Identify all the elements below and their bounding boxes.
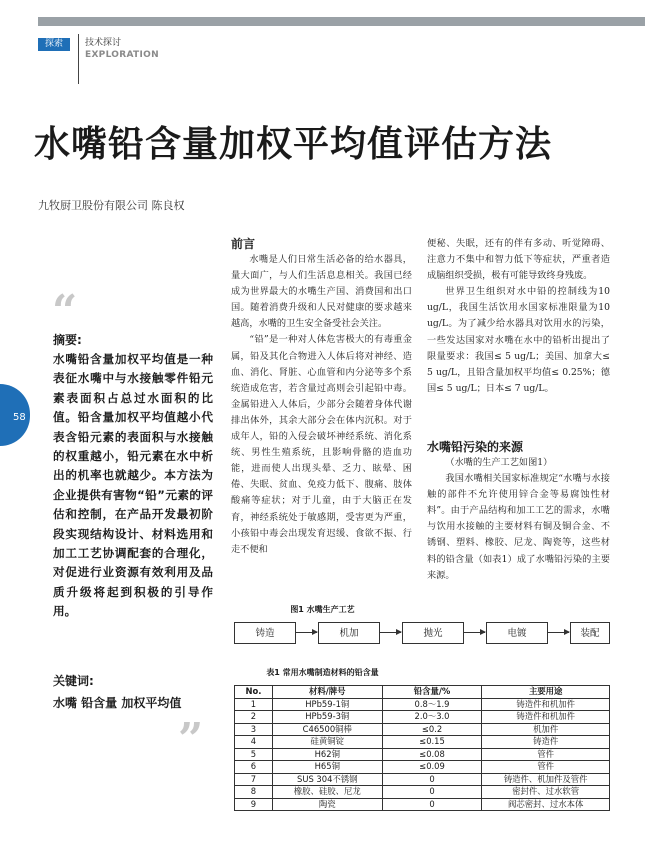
table-cell: 机加件 [482,723,610,736]
abstract-text: 水嘴铅含量加权平均值是一种表征水嘴中与水接触零件铅元素表面积占总过水面积的比值。铅含量加权平均值越小代表含铅元素的表面积与水接触的权重越小，铅元素在水中析出的机率也就越少。本方法为企业提供有害物“铅”元素的评估和控制，在产品开发最初阶段实现结构设计、材料选用和加工工艺协调配套的合理化，对促进行业资源有效利用及品质升级将起到积极的引导作用。 [53,352,213,619]
table-row [235,736,610,749]
keywords-text: 水嘴 铅含量 加权平均值 [53,696,182,710]
flow-arrow [380,632,401,633]
preface-heading: 前言 [231,237,256,251]
flow-arrow [548,632,569,633]
table-row [235,786,610,799]
table-cell: 0.8～1.9 [382,698,482,711]
pollution-subheading: （水嘴的生产工艺如图1） [445,457,553,468]
close-quote-mark: ” [178,714,204,765]
table-cell: 铸造件和机加件 [482,711,610,724]
table-cell: 2 [235,711,273,724]
table-cell: 陶瓷 [272,798,382,811]
table-cell: 5 [235,748,273,761]
table-row [235,711,610,724]
table-cell: 铸造件和机加件 [482,698,610,711]
table-cell: SUS 304不锈钢 [272,773,382,786]
pollution-paragraph: 我国水嘴相关国家标准规定“水嘴与水接触的部件不允许使用锌合金等易腐蚀性材料”。由于产品结构和加工工艺的需求，水嘴与饮用水接触的主要材料有铜及铜合金、不锈钢、塑料、橡胶、尼龙、陶瓷等，这些材料的铅含量（如表1）成了水嘴铅污染的主要来源。 [427,473,610,581]
process-step: 电镀 [486,622,548,644]
article-title: 水嘴铅含量加权平均值评估方法 [34,123,553,165]
table-cell: 管件 [482,761,610,774]
process-step: 抛光 [402,622,464,644]
table-header-row [235,686,610,699]
table-cell: H65铜 [272,761,382,774]
section-tag: 探索 [38,38,70,51]
table-header-cell: 主要用途 [482,686,610,699]
table-cell: 1 [235,698,273,711]
table-cell: HPb59-3铜 [272,711,382,724]
table-cell: H62铜 [272,748,382,761]
table-cell: 0 [382,798,482,811]
table-cell: ≤0.09 [382,761,482,774]
table-row [235,798,610,811]
table-cell: 硅黄铜锭 [272,736,382,749]
table-cell: 2.0～3.0 [382,711,482,724]
process-step: 装配 [570,622,610,644]
section-title-en: EXPLORATION [85,50,159,60]
table-cell: 管件 [482,748,610,761]
table-cell: 3 [235,723,273,736]
page-number: 58 [13,412,26,423]
table-cell: ≤0.08 [382,748,482,761]
table-row [235,698,610,711]
body-paragraph: 便秘、失眠，还有的伴有多动、听觉障碍、注意力不集中和智力低下等症状，严重者造成脑组织受损，极有可能导致终身残废。 [427,238,610,282]
table-cell: ≤0.15 [382,736,482,749]
table-caption: 表1 常用水嘴制造材料的铅含量 [266,668,379,677]
figure-caption: 图1 水嘴生产工艺 [290,605,355,614]
table-cell: 4 [235,736,273,749]
body-paragraph: 世界卫生组织对水中铅的控制线为10 ug/L，我国生活饮用水国家标准限量为10 ug/L。为了减少给水器具对饮用水的污染，一些发达国家对水嘴在水中的铅析出提出了限量要求：我国≤ 5 ug/L；美国、加拿大≤ 5 ug/L，且铅含量加权平均值≤ 0.25%；德国≤ 5 ug/L；日本≤ 7 ug/L。 [427,286,610,394]
table-header-cell: 铅含量/% [382,686,482,699]
abstract-label: 摘要: [53,333,82,347]
pollution-column [427,455,610,584]
table-header-cell: No. [235,686,273,699]
table-row [235,748,610,761]
preface-paragraph: 水嘴是人们日常生活必备的给水器具，量大面广，与人们生活息息相关。我国已经成为世界最大的水嘴生产国、消费国和出口国。随着消费升级和人民对健康的要求越来越高，水嘴的卫生安全备受社会关注。 [231,254,412,330]
table-cell: HPb59-1铜 [272,698,382,711]
table-cell: 7 [235,773,273,786]
flow-arrow [464,632,485,633]
table-row [235,723,610,736]
column-two [427,236,610,397]
table-cell: 铸造件、机加件及管件 [482,773,610,786]
table-cell: 0 [382,786,482,799]
process-step: 机加 [318,622,380,644]
table-cell: 铸造件 [482,736,610,749]
table-cell: 阀芯密封、过水本体 [482,798,610,811]
process-step: 铸造 [234,622,296,644]
section-title-cn: 技术探讨 [85,38,122,48]
table-cell: 9 [235,798,273,811]
preface-column [231,252,412,558]
materials-table [234,685,610,811]
table-row [235,761,610,774]
table-cell: 6 [235,761,273,774]
table-cell: ≤0.2 [382,723,482,736]
byline: 九牧厨卫股份有限公司 陈良权 [38,199,185,212]
table-cell: 0 [382,773,482,786]
table-cell: 橡胶、硅胶、尼龙 [272,786,382,799]
table-header-cell: 材料/牌号 [272,686,382,699]
header-divider [78,34,79,84]
flow-arrow [296,632,317,633]
table-cell: C46500铜棒 [272,723,382,736]
pollution-heading: 水嘴铅污染的来源 [427,440,524,454]
table-cell: 密封件、过水软管 [482,786,610,799]
table-row [235,773,610,786]
preface-paragraph: “铅”是一种对人体危害极大的有毒重金属，铅及其化合物进入人体后将对神经、造血、消化、肾脏、心血管和内分泌等多个系统造成危害，若含量过高则会引起铅中毒。金属铅进入人体后，少部分会随着身体代谢排出体外，其余大部分会在体内沉积。对于成年人，铅的入侵会破坏神经系统、消化系统、男性生殖系统，且影响骨骼的造血功能，进而使人出现头晕、乏力、眩晕、困倦、失眠、贫血、免疫力低下、腹痛、肢体酸痛等症状；对于儿童，由于大脑正在发育，神经系统处于敏感期，受害更为严重，小孩铅中毒会出现发育迟缓、食欲不振、行走不便和 [231,334,412,555]
keywords-label: 关键词: [53,674,94,688]
top-bar [38,17,645,26]
open-quote-mark: “ [52,286,78,337]
table-cell: 8 [235,786,273,799]
